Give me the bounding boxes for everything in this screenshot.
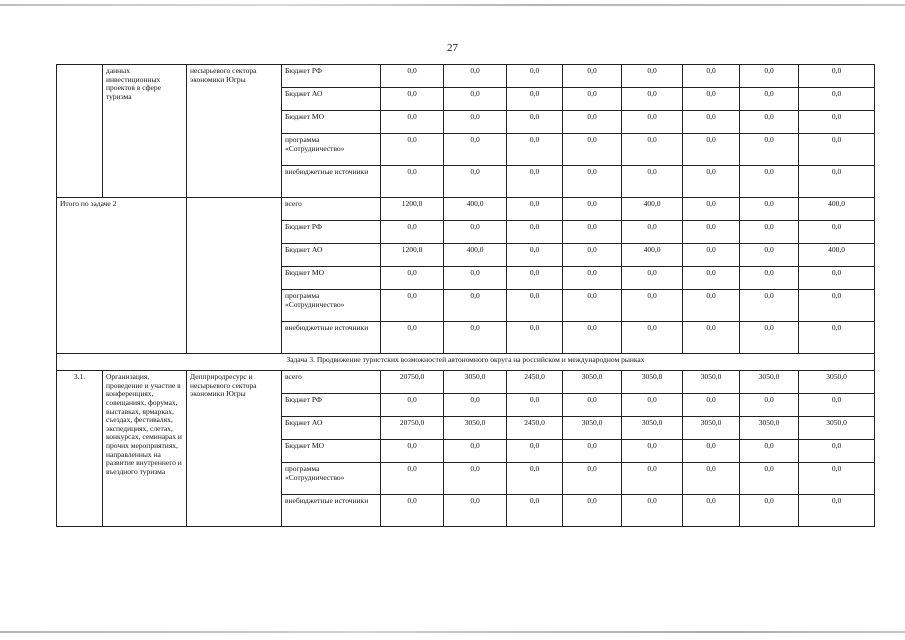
amount-cell: 0,0 (563, 290, 622, 322)
amount-cell: 0,0 (507, 111, 563, 134)
amount-cell: 0,0 (507, 495, 563, 527)
amount-cell: 0,0 (444, 267, 507, 290)
amount-cell: 0,0 (740, 111, 799, 134)
amount-cell: 0,0 (381, 221, 444, 244)
amount-cell: 0,0 (799, 134, 875, 166)
amount-cell: 0,0 (683, 267, 740, 290)
amount-cell: 0,0 (799, 463, 875, 495)
amount-cell: 0,0 (563, 244, 622, 267)
amount-cell: 3050,0 (683, 417, 740, 440)
amount-cell: 0,0 (683, 394, 740, 417)
funding-source-cell: Бюджет АО (282, 88, 381, 111)
amount-cell: 0,0 (563, 463, 622, 495)
amount-cell: 0,0 (444, 394, 507, 417)
amount-cell: 0,0 (563, 166, 622, 198)
executor-cell (187, 198, 282, 354)
executor-cell: Депприродресурс и несырьевого сектора экономики Югры (187, 371, 282, 527)
amount-cell: 0,0 (799, 267, 875, 290)
amount-cell: 0,0 (381, 463, 444, 495)
row-title-cell: Итого по задаче 2 (57, 198, 187, 354)
funding-source-cell: Бюджет МО (282, 267, 381, 290)
amount-cell: 0,0 (563, 322, 622, 354)
amount-cell: 0,0 (563, 198, 622, 221)
table-row (57, 65, 875, 88)
amount-cell: 0,0 (444, 495, 507, 527)
amount-cell: 0,0 (683, 495, 740, 527)
amount-cell: 3050,0 (683, 371, 740, 394)
amount-cell: 0,0 (622, 65, 683, 88)
amount-cell: 0,0 (507, 463, 563, 495)
amount-cell: 0,0 (563, 267, 622, 290)
amount-cell: 0,0 (381, 134, 444, 166)
amount-cell: 3050,0 (563, 417, 622, 440)
amount-cell: 0,0 (799, 166, 875, 198)
amount-cell: 0,0 (683, 463, 740, 495)
amount-cell: 0,0 (381, 166, 444, 198)
amount-cell: 400,0 (444, 198, 507, 221)
amount-cell: 0,0 (799, 221, 875, 244)
amount-cell: 0,0 (507, 134, 563, 166)
amount-cell: 0,0 (381, 88, 444, 111)
amount-cell: 2450,0 (507, 371, 563, 394)
amount-cell: 20750,0 (381, 371, 444, 394)
amount-cell: 400,0 (622, 244, 683, 267)
amount-cell: 400,0 (799, 244, 875, 267)
amount-cell: 0,0 (507, 65, 563, 88)
funding-source-cell: Бюджет РФ (282, 394, 381, 417)
amount-cell: 0,0 (563, 88, 622, 111)
amount-cell: 0,0 (381, 65, 444, 88)
funding-source-cell: Бюджет РФ (282, 221, 381, 244)
amount-cell: 0,0 (444, 221, 507, 244)
funding-source-cell: Бюджет АО (282, 244, 381, 267)
amount-cell: 0,0 (381, 322, 444, 354)
amount-cell: 0,0 (683, 134, 740, 166)
amount-cell: 0,0 (799, 290, 875, 322)
amount-cell: 0,0 (622, 495, 683, 527)
amount-cell: 0,0 (683, 322, 740, 354)
amount-cell: 0,0 (740, 290, 799, 322)
amount-cell: 0,0 (740, 495, 799, 527)
scan-edge-top (0, 4, 905, 6)
amount-cell: 0,0 (683, 88, 740, 111)
amount-cell: 0,0 (740, 322, 799, 354)
amount-cell: 0,0 (444, 134, 507, 166)
amount-cell: 0,0 (799, 440, 875, 463)
amount-cell: 1200,0 (381, 198, 444, 221)
amount-cell: 0,0 (799, 495, 875, 527)
amount-cell: 0,0 (799, 322, 875, 354)
amount-cell: 0,0 (381, 267, 444, 290)
amount-cell: 2450,0 (507, 417, 563, 440)
amount-cell: 3050,0 (563, 371, 622, 394)
amount-cell: 0,0 (622, 134, 683, 166)
amount-cell: 3050,0 (444, 371, 507, 394)
amount-cell: 0,0 (381, 495, 444, 527)
funding-source-cell: внебюджетные источники (282, 166, 381, 198)
amount-cell: 0,0 (622, 221, 683, 244)
amount-cell: 0,0 (622, 322, 683, 354)
funding-source-cell: Бюджет АО (282, 417, 381, 440)
amount-cell: 0,0 (740, 440, 799, 463)
amount-cell: 0,0 (683, 440, 740, 463)
amount-cell: 0,0 (507, 267, 563, 290)
amount-cell: 0,0 (507, 440, 563, 463)
amount-cell: 0,0 (799, 88, 875, 111)
amount-cell: 0,0 (444, 463, 507, 495)
amount-cell: 0,0 (563, 134, 622, 166)
amount-cell: 0,0 (381, 440, 444, 463)
page-number: 27 (447, 42, 458, 54)
amount-cell: 0,0 (740, 65, 799, 88)
amount-cell: 0,0 (740, 198, 799, 221)
amount-cell: 0,0 (444, 322, 507, 354)
amount-cell: 3050,0 (740, 417, 799, 440)
amount-cell: 0,0 (622, 111, 683, 134)
task-header: Задача 3. Продвижение туристских возможностей автономного округа на российском и международном рынках (57, 354, 875, 371)
amount-cell: 0,0 (563, 65, 622, 88)
row-index-cell (57, 65, 103, 198)
amount-cell: 0,0 (381, 394, 444, 417)
funding-source-cell: программа «Сотрудничество» (282, 134, 381, 166)
amount-cell: 0,0 (622, 166, 683, 198)
amount-cell: 0,0 (622, 394, 683, 417)
amount-cell: 0,0 (444, 166, 507, 198)
amount-cell: 0,0 (444, 290, 507, 322)
amount-cell: 0,0 (740, 88, 799, 111)
amount-cell: 0,0 (563, 495, 622, 527)
amount-cell: 0,0 (622, 290, 683, 322)
task-header-row (57, 354, 875, 371)
amount-cell: 0,0 (444, 65, 507, 88)
funding-source-cell: Бюджет МО (282, 440, 381, 463)
funding-source-cell: внебюджетные источники (282, 322, 381, 354)
amount-cell: 20750,0 (381, 417, 444, 440)
funding-source-cell: всего (282, 371, 381, 394)
scan-edge-bottom (0, 631, 905, 633)
measure-name-cell: данных инвестиционных проектов в сфере туризма (103, 65, 187, 198)
amount-cell: 0,0 (622, 267, 683, 290)
amount-cell: 0,0 (507, 244, 563, 267)
amount-cell: 0,0 (740, 267, 799, 290)
amount-cell: 0,0 (740, 134, 799, 166)
amount-cell: 400,0 (799, 198, 875, 221)
amount-cell: 0,0 (683, 166, 740, 198)
amount-cell: 0,0 (444, 111, 507, 134)
amount-cell: 1200,0 (381, 244, 444, 267)
amount-cell: 0,0 (507, 394, 563, 417)
amount-cell: 0,0 (563, 394, 622, 417)
amount-cell: 3050,0 (622, 371, 683, 394)
amount-cell: 0,0 (444, 440, 507, 463)
amount-cell: 0,0 (622, 440, 683, 463)
amount-cell: 0,0 (683, 244, 740, 267)
funding-source-cell: всего (282, 198, 381, 221)
amount-cell: 0,0 (740, 394, 799, 417)
amount-cell: 0,0 (683, 221, 740, 244)
amount-cell: 0,0 (622, 463, 683, 495)
amount-cell: 0,0 (740, 244, 799, 267)
amount-cell: 0,0 (381, 111, 444, 134)
amount-cell: 0,0 (507, 221, 563, 244)
amount-cell: 0,0 (740, 221, 799, 244)
amount-cell: 400,0 (622, 198, 683, 221)
amount-cell: 0,0 (563, 221, 622, 244)
amount-cell: 3050,0 (444, 417, 507, 440)
amount-cell: 0,0 (507, 166, 563, 198)
amount-cell: 0,0 (683, 111, 740, 134)
amount-cell: 3050,0 (799, 371, 875, 394)
amount-cell: 0,0 (740, 166, 799, 198)
amount-cell: 0,0 (683, 290, 740, 322)
table-row (57, 198, 875, 221)
amount-cell: 0,0 (683, 65, 740, 88)
amount-cell: 3050,0 (622, 417, 683, 440)
row-index-cell: 3.1. (57, 371, 103, 527)
measure-name-cell: Организация, проведение и участие в конференциях, совещаниях, форумах, выставках, ярмарках, съездах, фестивалях, экспедициях, слетах, конкурсах, семинарах и прочих мероприятиях, направленных на развитие внутреннего и въездного туризма (103, 371, 187, 527)
amount-cell: 0,0 (563, 111, 622, 134)
funding-source-cell: программа «Сотрудничество» (282, 463, 381, 495)
amount-cell: 3050,0 (740, 371, 799, 394)
amount-cell: 0,0 (799, 65, 875, 88)
amount-cell: 0,0 (622, 88, 683, 111)
amount-cell: 3050,0 (799, 417, 875, 440)
amount-cell: 0,0 (740, 463, 799, 495)
funding-source-cell: программа «Сотрудничество» (282, 290, 381, 322)
table-row (57, 371, 875, 394)
executor-cell: несырьевого сектора экономики Югры (187, 65, 282, 198)
amount-cell: 0,0 (799, 111, 875, 134)
funding-source-cell: внебюджетные источники (282, 495, 381, 527)
amount-cell: 0,0 (683, 198, 740, 221)
amount-cell: 0,0 (799, 394, 875, 417)
funding-source-cell: Бюджет РФ (282, 65, 381, 88)
amount-cell: 0,0 (444, 88, 507, 111)
funding-source-cell: Бюджет МО (282, 111, 381, 134)
amount-cell: 400,0 (444, 244, 507, 267)
amount-cell: 0,0 (381, 290, 444, 322)
budget-table (56, 64, 875, 527)
amount-cell: 0,0 (507, 198, 563, 221)
amount-cell: 0,0 (507, 322, 563, 354)
amount-cell: 0,0 (507, 290, 563, 322)
amount-cell: 0,0 (563, 440, 622, 463)
amount-cell: 0,0 (507, 88, 563, 111)
